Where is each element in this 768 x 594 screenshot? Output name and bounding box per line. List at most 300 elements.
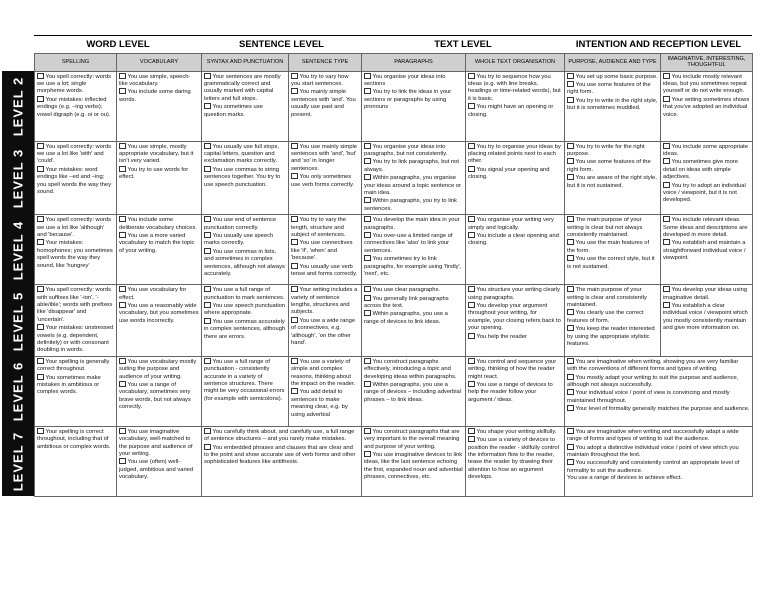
criterion-text: You use a wide range of connectives, e.g. 'although', 'on the other hand'. <box>291 317 356 346</box>
criterion-text: You are imaginative when writing and successfully adapt a wide range of forms and types of writing to suit the audience. <box>567 428 739 443</box>
criteria-cell <box>117 356 202 426</box>
criterion-item <box>364 451 463 482</box>
level-row <box>35 426 753 496</box>
criterion-text: You include relevant ideas. <box>671 217 741 224</box>
criterion-text: You spell correctly: words we use a lot like 'although' and 'because'. <box>37 217 112 238</box>
criterion-text: You use a range of devices to achieve effect. <box>567 475 683 482</box>
checkbox-icon[interactable] <box>567 286 574 292</box>
criterion-item <box>567 309 658 325</box>
checkbox-icon[interactable] <box>204 166 211 172</box>
checkbox-icon[interactable] <box>468 428 475 434</box>
criterion-text: Your mistakes: word endings like –ed and –ing; you spell words the way they sound. <box>37 166 112 195</box>
checkbox-icon[interactable] <box>567 374 574 380</box>
criterion-item <box>291 317 359 348</box>
column-header-row <box>35 53 753 71</box>
group-header-intention: INTENTION AND RECEPTION LEVEL <box>565 36 753 53</box>
criterion-text: You use speech punctuation where appropriate. <box>204 302 286 317</box>
criterion-item <box>468 436 562 481</box>
checkbox-icon[interactable] <box>37 428 44 434</box>
checkbox-icon[interactable] <box>567 81 574 87</box>
checkbox-icon[interactable] <box>663 158 670 164</box>
criterion-item <box>37 286 114 324</box>
criterion-item <box>567 158 658 174</box>
criterion-text: Within paragraphs, you use a range of devices to link ideas. <box>364 311 448 325</box>
criterion-item <box>468 166 562 182</box>
level-label <box>2 426 34 496</box>
checkbox-icon[interactable] <box>364 143 371 149</box>
checkbox-icon[interactable] <box>364 358 371 364</box>
criteria-cell <box>117 71 202 141</box>
criterion-text: Some ideas and descriptions are developed in more detail. <box>663 224 748 238</box>
checkbox-icon[interactable] <box>567 389 574 395</box>
criterion-text: You use (often) well-judged, ambitious and varied vocabulary. <box>119 459 194 481</box>
checkbox-icon[interactable] <box>204 428 211 434</box>
checkbox-icon[interactable] <box>119 286 126 292</box>
criterion-text: You use the correct style, but it is not sustained. <box>567 256 655 270</box>
checkbox-icon[interactable] <box>364 255 371 261</box>
criterion-text: Your spelling is generally correct throughout. <box>37 358 110 373</box>
checkbox-icon[interactable] <box>468 436 475 442</box>
criteria-cell <box>289 356 362 426</box>
checkbox-icon[interactable] <box>37 239 44 245</box>
checkbox-icon[interactable] <box>37 374 44 380</box>
checkbox-icon[interactable] <box>364 428 371 434</box>
criterion-item <box>364 310 463 326</box>
checkbox-icon[interactable] <box>663 302 670 308</box>
criteria-cell <box>362 141 466 215</box>
criterion-item <box>663 182 750 205</box>
criterion-item <box>364 197 463 213</box>
checkbox-icon[interactable] <box>567 325 574 331</box>
criteria-cell <box>35 356 117 426</box>
criterion-text: You signal your opening and closing. <box>468 166 550 181</box>
criterion-item <box>119 358 199 381</box>
criteria-cell <box>466 141 565 215</box>
criterion-text: Your mistakes: homophones; you sometimes spell words the way they sound, like 'hungrey' <box>37 240 113 269</box>
checkbox-icon[interactable] <box>663 216 670 222</box>
checkbox-icon[interactable] <box>663 182 670 188</box>
criterion-item <box>37 73 114 96</box>
col-header-sentence-type: SENTENCE TYPE <box>289 53 362 71</box>
criteria-cell <box>362 426 466 496</box>
checkbox-icon[interactable] <box>291 173 298 179</box>
criterion-item <box>663 286 750 302</box>
criteria-cell <box>466 71 565 141</box>
checkbox-icon[interactable] <box>291 216 298 222</box>
criterion-item <box>468 143 562 166</box>
criterion-text: You try to vary how you start sentences. <box>291 73 349 87</box>
checkbox-icon[interactable] <box>204 286 211 292</box>
checkbox-icon[interactable] <box>663 96 670 102</box>
checkbox-icon[interactable] <box>663 73 670 79</box>
criteria-cell <box>565 285 661 357</box>
level-label <box>2 215 34 285</box>
criterion-text: You successfully and consistently control an appropriate level of formality to suit the audience. <box>567 460 740 474</box>
col-header-spelling: SPELLING <box>35 53 117 71</box>
criterion-item <box>567 475 750 482</box>
criterion-item <box>468 381 562 404</box>
checkbox-icon[interactable] <box>663 143 670 149</box>
checkbox-icon[interactable] <box>119 358 126 364</box>
checkbox-icon[interactable] <box>567 174 574 180</box>
checkbox-icon[interactable] <box>364 216 371 222</box>
criterion-text: You use a full range of punctuation - consistently accurate in a variety of sentence structures. There might be very occasional errors (for example with semicolons). <box>204 358 285 402</box>
criterion-item <box>37 216 114 239</box>
checkbox-icon[interactable] <box>291 143 298 149</box>
checkbox-icon[interactable] <box>119 458 126 464</box>
criteria-cell <box>202 71 289 141</box>
checkbox-icon[interactable] <box>291 73 298 79</box>
criterion-text: You try to use words for effect. <box>119 166 189 181</box>
criterion-item <box>37 166 114 197</box>
checkbox-icon[interactable] <box>37 324 44 330</box>
checkbox-icon[interactable] <box>468 286 475 292</box>
checkbox-icon[interactable] <box>468 232 475 238</box>
checkbox-icon[interactable] <box>567 255 574 261</box>
checkbox-icon[interactable] <box>119 381 126 387</box>
criterion-text: Your individual voice / point of view is convincing and mostly maintained throughout. <box>567 390 730 404</box>
criterion-item <box>364 174 463 197</box>
checkbox-icon[interactable] <box>567 428 574 434</box>
criteria-cell <box>466 285 565 357</box>
checkbox-icon[interactable] <box>468 166 475 172</box>
level-label <box>2 141 34 215</box>
checkbox-icon[interactable] <box>204 232 211 238</box>
criterion-item <box>204 302 286 318</box>
criterion-text: Within paragraphs, you organise your ideas around a topic sentence or main idea. <box>364 175 461 196</box>
criteria-cell <box>565 141 661 215</box>
criterion-text: Within paragraphs, you try to link sentences. <box>364 198 457 212</box>
criterion-item <box>37 239 114 270</box>
criterion-text: You keep the reader interested by using the appropriate stylistic features. <box>567 326 655 347</box>
col-header-vocabulary: VOCABULARY <box>117 53 202 71</box>
checkbox-icon[interactable] <box>291 358 298 364</box>
checkbox-icon[interactable] <box>567 97 574 103</box>
checkbox-icon[interactable] <box>364 88 371 94</box>
level-row <box>35 141 753 215</box>
criterion-text: You establish and maintain a straightforward individual voice / viewpoint. <box>663 240 746 262</box>
criterion-item <box>567 405 750 413</box>
criterion-item <box>204 444 359 467</box>
criteria-cell <box>117 215 202 285</box>
criterion-item <box>663 302 750 333</box>
level-label-text: LEVEL 7 <box>10 431 26 491</box>
checkbox-icon[interactable] <box>567 73 574 79</box>
criterion-item <box>364 73 463 89</box>
criterion-item <box>567 255 658 271</box>
checkbox-icon[interactable] <box>204 302 211 308</box>
criterion-item <box>567 97 658 113</box>
criterion-item <box>468 286 562 302</box>
checkbox-icon[interactable] <box>204 358 211 364</box>
checkbox-icon[interactable] <box>204 103 211 109</box>
criterion-item <box>364 143 463 159</box>
checkbox-icon[interactable] <box>291 263 298 269</box>
checkbox-icon[interactable] <box>119 232 126 238</box>
criteria-cell <box>362 71 466 141</box>
criterion-text: You try to write for the right purpose. <box>567 143 645 157</box>
checkbox-icon[interactable] <box>468 333 475 339</box>
grid-body <box>35 71 753 496</box>
checkbox-icon[interactable] <box>119 143 126 149</box>
criterion-text: You construct paragraphs that are very important to the overall meaning and purpose of your writing. <box>364 428 460 450</box>
checkbox-icon[interactable] <box>468 216 475 222</box>
criterion-text: You use a variety of devices to position the reader - skilfully control the information flow to the reader, tease the reader by drawing their attention to how an argument develops. <box>468 437 559 481</box>
checkbox-icon[interactable] <box>567 309 574 315</box>
criterion-text: Your mistakes: inflected endings (e.g. –ing verbs); vowel digraph (e.g. oi or ou). <box>37 96 111 118</box>
criterion-item <box>567 325 658 348</box>
criterion-text: You use a reasonably wide vocabulary, but you sometimes use words incorrectly. <box>119 302 199 324</box>
checkbox-icon[interactable] <box>567 459 574 465</box>
criterion-text: You use imaginative devices to link ideas, like the last sentence echoing the first, expanded noun and adverbial phrases, connectives, etc. <box>364 452 463 481</box>
checkbox-icon[interactable] <box>364 310 371 316</box>
group-header-word: WORD LEVEL <box>35 36 202 53</box>
criterion-item <box>663 73 750 96</box>
criterion-text: You organise your ideas into sections <box>364 73 446 87</box>
checkbox-icon[interactable] <box>119 88 126 94</box>
checkbox-icon[interactable] <box>119 428 126 434</box>
criterion-item <box>37 428 114 451</box>
criterion-text: Your spelling is correct throughout, including that of ambitious or complex words. <box>37 428 111 450</box>
checkbox-icon[interactable] <box>119 302 126 308</box>
criterion-text: You usually use verb tense and forms correctly. <box>291 263 358 277</box>
checkbox-icon[interactable] <box>204 143 211 149</box>
criterion-item <box>204 232 286 248</box>
criterion-text: You use a full range of punctuation to mark sentences. <box>204 287 285 301</box>
criterion-item <box>364 232 463 255</box>
criterion-text: You adopt a distinctive individual voice / point of view which you maintain throughout the text. <box>567 444 739 459</box>
criterion-item <box>204 428 359 444</box>
criterion-item <box>291 216 359 239</box>
criteria-cell <box>202 356 289 426</box>
criteria-cell <box>466 356 565 426</box>
criterion-item <box>37 324 114 355</box>
criteria-cell <box>661 71 753 141</box>
criteria-cell <box>565 215 661 285</box>
writing-assessment-grid <box>34 36 752 497</box>
criterion-item <box>119 458 199 481</box>
criterion-item <box>291 388 359 419</box>
criterion-item <box>567 73 658 81</box>
criterion-text: You use clear paragraphs. <box>372 287 440 294</box>
criterion-item <box>204 318 286 341</box>
checkbox-icon[interactable] <box>364 295 371 301</box>
criterion-text: You try to write in the right style, but it is sometimes muddled. <box>567 97 658 112</box>
col-header-syntax: SYNTAX AND PUNCTUATION <box>202 53 289 71</box>
criteria-cell <box>117 426 202 496</box>
checkbox-icon[interactable] <box>37 216 44 222</box>
criterion-text: You use end of sentence punctuation correctly. <box>204 217 277 231</box>
criterion-item <box>291 286 359 317</box>
criterion-text: You spell correctly: words we use a lot; single morpheme words. <box>37 73 112 95</box>
col-header-purpose: PURPOSE, AUDIENCE AND TYPE <box>565 53 661 71</box>
criterion-item <box>204 166 286 189</box>
criterion-text: You embedded phrases and clauses that are clear and to the point and show accurate use of verb forms and other sophisticated features like antithesis. <box>204 444 356 466</box>
criteria-cell <box>35 426 117 496</box>
criterion-item <box>364 158 463 174</box>
criteria-cell <box>289 285 362 357</box>
checkbox-icon[interactable] <box>364 174 371 180</box>
checkbox-icon[interactable] <box>291 317 298 323</box>
checkbox-icon[interactable] <box>37 143 44 149</box>
criterion-item <box>37 374 114 397</box>
checkbox-icon[interactable] <box>291 88 298 94</box>
criterion-text: You include a clear opening and closing. <box>468 232 559 247</box>
checkbox-icon[interactable] <box>468 358 475 364</box>
criteria-cell <box>289 141 362 215</box>
checkbox-icon[interactable] <box>204 73 211 79</box>
checkbox-icon[interactable] <box>364 197 371 203</box>
criterion-item <box>468 333 562 341</box>
criteria-cell <box>661 285 753 357</box>
criterion-item <box>468 358 562 381</box>
checkbox-icon[interactable] <box>37 96 44 102</box>
criterion-text: You only sometimes use verb forms correctly. <box>291 174 355 188</box>
checkbox-icon[interactable] <box>468 73 475 79</box>
checkbox-icon[interactable] <box>663 286 670 292</box>
checkbox-icon[interactable] <box>364 158 371 164</box>
criterion-text: You try to sequence how you ideas (e.g. with line breaks, headings or time-related words), but it is basic. <box>468 73 561 102</box>
checkbox-icon[interactable] <box>468 302 475 308</box>
checkbox-icon[interactable] <box>204 248 211 254</box>
checkbox-icon[interactable] <box>291 286 298 292</box>
criteria-cell <box>466 426 565 496</box>
criterion-text: You clearly use the correct features of form. <box>567 310 644 324</box>
checkbox-icon[interactable] <box>119 73 126 79</box>
checkbox-icon[interactable] <box>468 143 475 149</box>
criteria-cell <box>35 71 117 141</box>
checkbox-icon[interactable] <box>37 73 44 79</box>
criterion-text: You usually use speech marks correctly. <box>204 232 274 247</box>
checkbox-icon[interactable] <box>364 232 371 238</box>
criterion-item <box>119 73 199 89</box>
checkbox-icon[interactable] <box>37 286 44 292</box>
criterion-item <box>663 158 750 181</box>
criterion-text: You use some features of the right form. <box>567 81 651 96</box>
criterion-item <box>119 166 199 182</box>
criterion-text: You carefully think about, and carefully use, a full range of sentence structures – and you rarely make mistakes. <box>204 428 355 443</box>
checkbox-icon[interactable] <box>364 286 371 292</box>
criterion-text: You use a range of vocabulary, sometimes very brave words, but not always correctly. <box>119 382 191 411</box>
checkbox-icon[interactable] <box>204 318 211 324</box>
criteria-cell <box>362 356 466 426</box>
criterion-text: You organise your ideas into paragraphs, but not consistently. <box>364 143 448 157</box>
criterion-text: You include mostly relevant ideas, but you sometimes repeat yourself or do not write enough. <box>663 73 747 95</box>
criterion-item <box>119 302 199 325</box>
level-label-text: LEVEL 6 <box>10 361 26 421</box>
criterion-text: You use vocabulary for effect. <box>119 287 187 301</box>
criterion-item <box>291 263 359 279</box>
criterion-item <box>663 216 750 224</box>
checkbox-icon[interactable] <box>567 405 574 411</box>
criterion-item <box>364 216 463 232</box>
criterion-item <box>204 103 286 119</box>
level-row <box>35 71 753 141</box>
criteria-cell <box>117 141 202 215</box>
checkbox-icon[interactable] <box>567 358 574 364</box>
criterion-text: You use a variety of simple and complex reasons, thinking about the impact on the reader. <box>291 358 356 388</box>
checkbox-icon[interactable] <box>291 239 298 245</box>
level-label-text: LEVEL 3 <box>10 148 26 208</box>
criterion-text: You try to link paragraphs, but not always. <box>364 159 459 173</box>
criteria-cell <box>362 285 466 357</box>
criterion-item <box>119 381 199 412</box>
col-header-imaginative: IMAGINATIVE, INTERESTING, THOUGHTFUL <box>661 53 753 71</box>
checkbox-icon[interactable] <box>119 216 126 222</box>
criterion-text: You set up some basic purpose. <box>575 73 658 80</box>
criterion-item <box>291 143 359 174</box>
checkbox-icon[interactable] <box>204 216 211 222</box>
checkbox-icon[interactable] <box>119 166 126 172</box>
criteria-cell <box>35 285 117 357</box>
criterion-item <box>119 428 199 459</box>
criterion-item <box>468 232 562 248</box>
criterion-item <box>663 239 750 262</box>
checkbox-icon[interactable] <box>291 388 298 394</box>
checkbox-icon[interactable] <box>567 158 574 164</box>
checkbox-icon[interactable] <box>567 143 574 149</box>
group-header-text: TEXT LEVEL <box>362 36 565 53</box>
criterion-text: You sometimes try to link paragraphs, for example using 'firstly', 'next', etc. <box>364 256 462 277</box>
criterion-text: You use a range of devices to help the reader follow your argument / ideas. <box>468 382 553 403</box>
checkbox-icon[interactable] <box>364 381 371 387</box>
checkbox-icon[interactable] <box>567 444 574 450</box>
level-label-text: LEVEL 5 <box>10 291 26 351</box>
checkbox-icon[interactable] <box>37 358 44 364</box>
criterion-text: You use simple, mostly appropriate vocabulary, but it isn't very varied. <box>119 143 194 165</box>
checkbox-icon[interactable] <box>468 381 475 387</box>
criterion-item <box>291 173 359 189</box>
criteria-cell <box>35 141 117 215</box>
checkbox-icon[interactable] <box>204 444 211 450</box>
checkbox-icon[interactable] <box>364 73 371 79</box>
criterion-item <box>567 374 750 390</box>
criteria-cell <box>565 356 753 426</box>
criteria-cell <box>661 141 753 215</box>
criterion-item <box>119 286 199 302</box>
checkbox-icon[interactable] <box>468 103 475 109</box>
checkbox-icon[interactable] <box>567 216 574 222</box>
criterion-item <box>663 225 750 240</box>
criterion-item <box>204 358 286 403</box>
checkbox-icon[interactable] <box>567 239 574 245</box>
criterion-text: You organise your writing very simply and logically. <box>468 217 554 231</box>
assessment-table <box>34 36 753 497</box>
criterion-item <box>567 286 658 309</box>
criterion-text: You usually use full stops, capital letters, question and exclamation marks correctly. <box>204 143 279 165</box>
criterion-text: You develop the main idea in your paragraphs. <box>364 217 460 231</box>
criterion-text: Your mistakes: unstressed vowels (e.g. dependent, definitely) or with consonant doubling in words. <box>37 325 114 354</box>
criterion-text: You use simple, speech-like vocabulary. <box>119 73 191 87</box>
criterion-text: You include some deliberate vocabulary choices. <box>119 217 197 231</box>
criteria-cell <box>289 71 362 141</box>
checkbox-icon[interactable] <box>364 451 371 457</box>
group-header-sentence: SENTENCE LEVEL <box>202 36 362 53</box>
criterion-text: You use commas in lists, and sometimes in complex sentences, although not always accurately. <box>204 248 285 277</box>
criterion-item <box>364 88 463 111</box>
checkbox-icon[interactable] <box>663 239 670 245</box>
criterion-text: You mostly adapt your writing to suit the purpose and audience, although not always successfully. <box>567 374 739 389</box>
checkbox-icon[interactable] <box>37 166 44 172</box>
criterion-text: You over-use a limited range of connectives like 'also' to link your sentences. <box>364 232 453 254</box>
criterion-item <box>567 428 750 444</box>
criterion-text: You sometimes make mistakes in ambitious or complex words. <box>37 374 101 396</box>
criterion-item <box>37 96 114 119</box>
criterion-item <box>663 143 750 159</box>
criterion-text: You develop your argument throughout your writing, for example, your closing refers back to your opening. <box>468 302 561 332</box>
criteria-cell <box>289 215 362 285</box>
col-header-whole-text: WHOLE TEXT ORGANISATION <box>466 53 565 71</box>
